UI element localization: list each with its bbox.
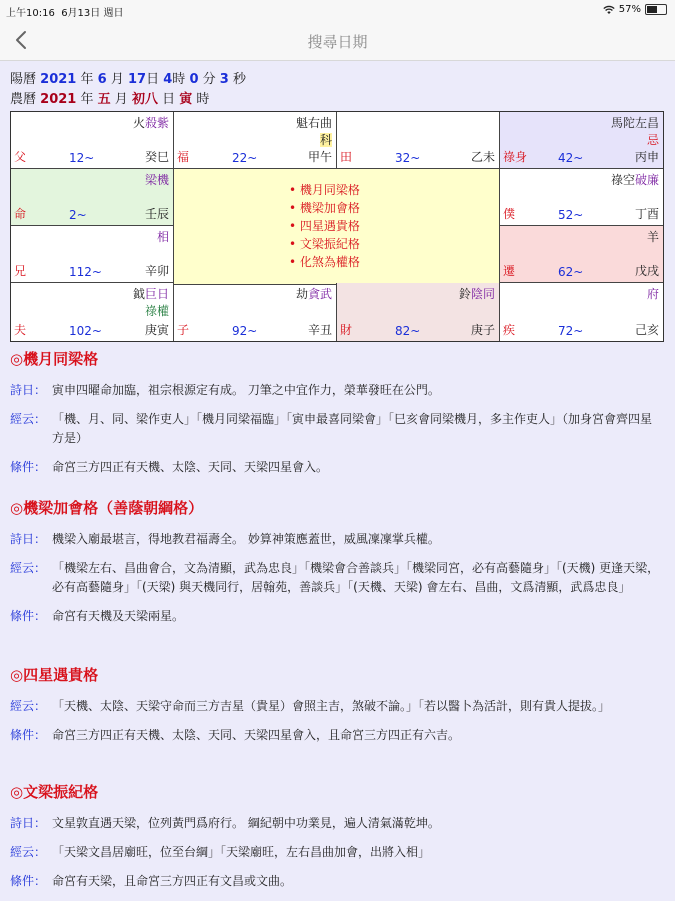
stem-branch: 庚寅	[144, 323, 169, 337]
status-bar	[0, 0, 675, 20]
line-text: 命宮三方四正有天機、太陰、天同、天梁四星會入。	[52, 460, 329, 474]
palace-stars	[133, 286, 169, 320]
pattern-section	[10, 497, 662, 636]
status-right	[603, 4, 667, 15]
line-text: 命宮有天梁，且命宮三方四正有文昌或文曲。	[52, 874, 293, 888]
section-line	[10, 843, 662, 862]
stem-branch: 丙申	[634, 150, 659, 164]
line-label: 經云：	[10, 412, 47, 426]
line-text: 機梁入廟最堪言，得地教君福壽全。 妙算神策應蓋世，威風凜凜掌兵權。	[52, 532, 440, 546]
age-range: 72~	[558, 324, 584, 338]
star-name: 破廉	[634, 173, 659, 187]
star-name: 府	[646, 287, 659, 301]
solar-label: 陽曆	[10, 72, 37, 87]
section-line	[10, 726, 662, 745]
palace-cell[interactable]	[11, 283, 174, 341]
section-line	[10, 530, 662, 549]
pattern-list	[289, 181, 360, 271]
line-text: 「天梁文昌居廟旺，位至台綱」「天梁廟旺，左右昌曲加會，出將入相」	[52, 845, 431, 859]
age-range: 82~	[395, 324, 421, 338]
stem-branch: 辛丑	[307, 323, 332, 337]
palace-name: 財	[340, 323, 353, 337]
section-line	[10, 814, 662, 833]
line-label: 條件：	[10, 460, 47, 474]
palace-name: 僕	[503, 207, 516, 221]
age-range: 92~	[232, 324, 258, 338]
section-line	[10, 458, 662, 477]
line-text: 「機、月、同、梁作吏人」「機月同梁福臨」「寅申最喜同梁會」「巳亥會同梁機月，多主作吏人」（加身宮會齊四星方是）	[52, 412, 653, 445]
solar-day: 17	[127, 72, 147, 87]
section-title: ◎機月同梁格	[10, 350, 99, 368]
lunar-year-unit: 年	[80, 92, 94, 107]
pattern-item: • 機梁加會格	[289, 201, 360, 215]
star-name: 魁右曲	[295, 116, 332, 130]
age-range: 32~	[395, 151, 421, 165]
section-line	[10, 559, 662, 597]
lunar-hour-unit: 時	[196, 92, 210, 107]
pattern-section	[10, 781, 662, 901]
pattern-section	[10, 664, 662, 755]
lunar-day-unit: 日	[162, 92, 176, 107]
stem-branch: 乙未	[470, 150, 495, 164]
solar-hour: 4	[163, 72, 173, 87]
palace-name: 疾	[503, 323, 516, 337]
palace-cell[interactable]	[500, 169, 663, 226]
palace-cell[interactable]	[11, 112, 174, 169]
solar-second: 3	[219, 72, 229, 87]
transform-marker: 科	[319, 133, 332, 147]
palace-cell[interactable]	[11, 169, 174, 226]
section-line	[10, 607, 662, 626]
lunar-day: 初八	[131, 92, 158, 107]
palace-name: 父	[14, 150, 27, 164]
palace-stars	[647, 229, 659, 246]
age-range: 102~	[69, 324, 102, 338]
star-name: 鉞	[132, 287, 145, 301]
age-range: 22~	[232, 151, 258, 165]
line-label: 條件：	[10, 874, 47, 888]
line-text: 寅申四曜命加臨，祖宗根源定有成。 刀筆之中宜作力，榮華發旺在公門。	[52, 383, 440, 397]
pattern-item: • 四星遇貴格	[289, 219, 360, 233]
line-text: 文星敦直遇天梁，位列黃門爲府行。 綱紀朝中功業見，遍人清氣滿乾坤。	[52, 816, 440, 830]
palace-name: 福	[177, 150, 190, 164]
lunar-month-unit: 月	[114, 92, 128, 107]
palace-name: 祿身	[503, 150, 528, 164]
star-name: 祿空	[610, 173, 635, 187]
line-label: 經云：	[10, 845, 47, 859]
section-line	[10, 872, 662, 891]
star-name: 貪武	[307, 287, 332, 301]
age-range: 62~	[558, 265, 584, 279]
pattern-item: • 化煞為權格	[289, 255, 360, 269]
section-line	[10, 381, 662, 400]
pattern-item: • 文梁振紀格	[289, 237, 360, 251]
age-range: 2~	[69, 208, 87, 222]
stem-branch: 辛卯	[144, 264, 169, 278]
palace-cell[interactable]	[11, 226, 174, 283]
palace-cell[interactable]	[337, 283, 500, 341]
star-name: 火	[132, 116, 145, 130]
status-time: 上午10:16	[6, 8, 55, 19]
star-name: 相	[156, 230, 169, 244]
status-left	[6, 4, 123, 19]
age-range: 42~	[558, 151, 584, 165]
star-name: 馬陀左昌	[610, 116, 659, 130]
battery-fill	[647, 6, 657, 13]
palace-cell[interactable]	[174, 112, 337, 169]
section-line	[10, 410, 662, 448]
battery-icon	[645, 4, 667, 15]
palace-stars	[145, 172, 169, 189]
solar-minute-unit: 分	[202, 72, 216, 87]
palace-cell[interactable]	[500, 283, 663, 341]
star-name: 羊	[646, 230, 659, 244]
palace-name: 兄	[14, 264, 27, 278]
palace-stars	[459, 286, 495, 303]
stem-branch: 甲午	[307, 150, 332, 164]
pattern-section	[10, 348, 662, 487]
star-name: 鈴	[458, 287, 471, 301]
solar-date-line	[10, 70, 246, 90]
palace-name: 田	[340, 150, 353, 164]
star-name: 巨日	[144, 287, 169, 301]
palace-cell[interactable]	[174, 283, 337, 341]
section-title: ◎文梁振紀格	[10, 783, 99, 801]
age-range: 112~	[69, 265, 102, 279]
palace-stars	[647, 286, 659, 303]
line-text: 命宮三方四正有天機、太陰、天同、天梁四星會入，且命宮三方四正有六吉。	[52, 728, 461, 742]
stem-branch: 戊戌	[634, 264, 659, 278]
age-range: 52~	[558, 208, 584, 222]
line-text: 「機梁左右、昌曲會合，文為清顯，武為忠良」「機梁會合善談兵」「機梁同宮，必有高藝隨身」「(天機) 更逢天梁，必有高藝隨身」「(天梁) 與天機同行，居翰苑，善談兵」「(天機、天梁) 會左右、昌曲，文爲清顯，武爲忠良」	[52, 561, 660, 594]
line-label: 詩日：	[10, 816, 47, 830]
section-title: ◎機梁加會格（善蔭朝綱格）	[10, 499, 204, 517]
palace-stars	[133, 115, 169, 132]
palace-cell[interactable]	[500, 226, 663, 283]
battery-percent: 57%	[618, 4, 641, 15]
line-label: 條件：	[10, 609, 47, 623]
stem-branch: 丁酉	[634, 207, 659, 221]
palace-name: 命	[14, 207, 27, 221]
palace-stars	[296, 115, 332, 149]
line-label: 經云：	[10, 561, 47, 575]
solar-year: 2021	[40, 72, 77, 87]
star-name: 劫	[295, 287, 308, 301]
transform-marker: 祿權	[144, 304, 169, 318]
line-label: 詩日：	[10, 383, 47, 397]
solar-hour-unit: 時	[172, 72, 186, 87]
pattern-item: • 機月同梁格	[289, 183, 360, 197]
lunar-label: 農曆	[10, 92, 37, 107]
solar-year-unit: 年	[80, 72, 94, 87]
palace-cell[interactable]	[337, 112, 500, 169]
solar-second-unit: 秒	[232, 72, 246, 87]
wifi-icon	[603, 5, 615, 15]
date-info	[10, 70, 246, 110]
line-label: 經云：	[10, 699, 47, 713]
lunar-month: 五	[97, 92, 111, 107]
lunar-date-line	[10, 90, 246, 110]
line-text: 「天機、太陰、天梁守命而三方吉星（貴星）會照主吉，煞破不論。」「若以醫卜為活計，則有貴人提拔。」	[52, 699, 611, 713]
age-range: 12~	[69, 151, 95, 165]
palace-stars	[611, 115, 659, 149]
stem-branch: 癸巳	[144, 150, 169, 164]
stem-branch: 壬辰	[144, 207, 169, 221]
solar-month-unit: 月	[110, 72, 124, 87]
status-date: 6月13日 週日	[61, 8, 124, 19]
line-label: 詩日：	[10, 532, 47, 546]
palace-stars	[157, 229, 169, 246]
page-title: 搜尋日期	[307, 33, 368, 51]
lunar-hour: 寅	[179, 92, 193, 107]
palace-name: 夫	[14, 323, 27, 337]
lunar-year: 2021	[40, 92, 77, 107]
line-label: 條件：	[10, 728, 47, 742]
solar-minute: 0	[189, 72, 199, 87]
palace-cell[interactable]	[500, 112, 663, 169]
line-text: 命宮有天機及天梁兩星。	[52, 609, 185, 623]
palace-name: 子	[177, 323, 190, 337]
palace-stars	[611, 172, 659, 189]
solar-day-unit: 日	[146, 72, 160, 87]
palace-stars	[296, 286, 332, 303]
astrology-chart	[10, 111, 664, 342]
transform-marker: 忌	[646, 133, 659, 147]
star-name: 殺紫	[144, 116, 169, 130]
chart-center	[174, 169, 500, 285]
section-title: ◎四星遇貴格	[10, 666, 99, 684]
stem-branch: 己亥	[634, 323, 659, 337]
nav-bar	[0, 20, 675, 61]
palace-name: 遷	[503, 264, 516, 278]
solar-month: 6	[97, 72, 107, 87]
stem-branch: 庚子	[470, 323, 495, 337]
star-name: 陰同	[470, 287, 495, 301]
section-line	[10, 697, 662, 716]
star-name: 梁機	[144, 173, 169, 187]
